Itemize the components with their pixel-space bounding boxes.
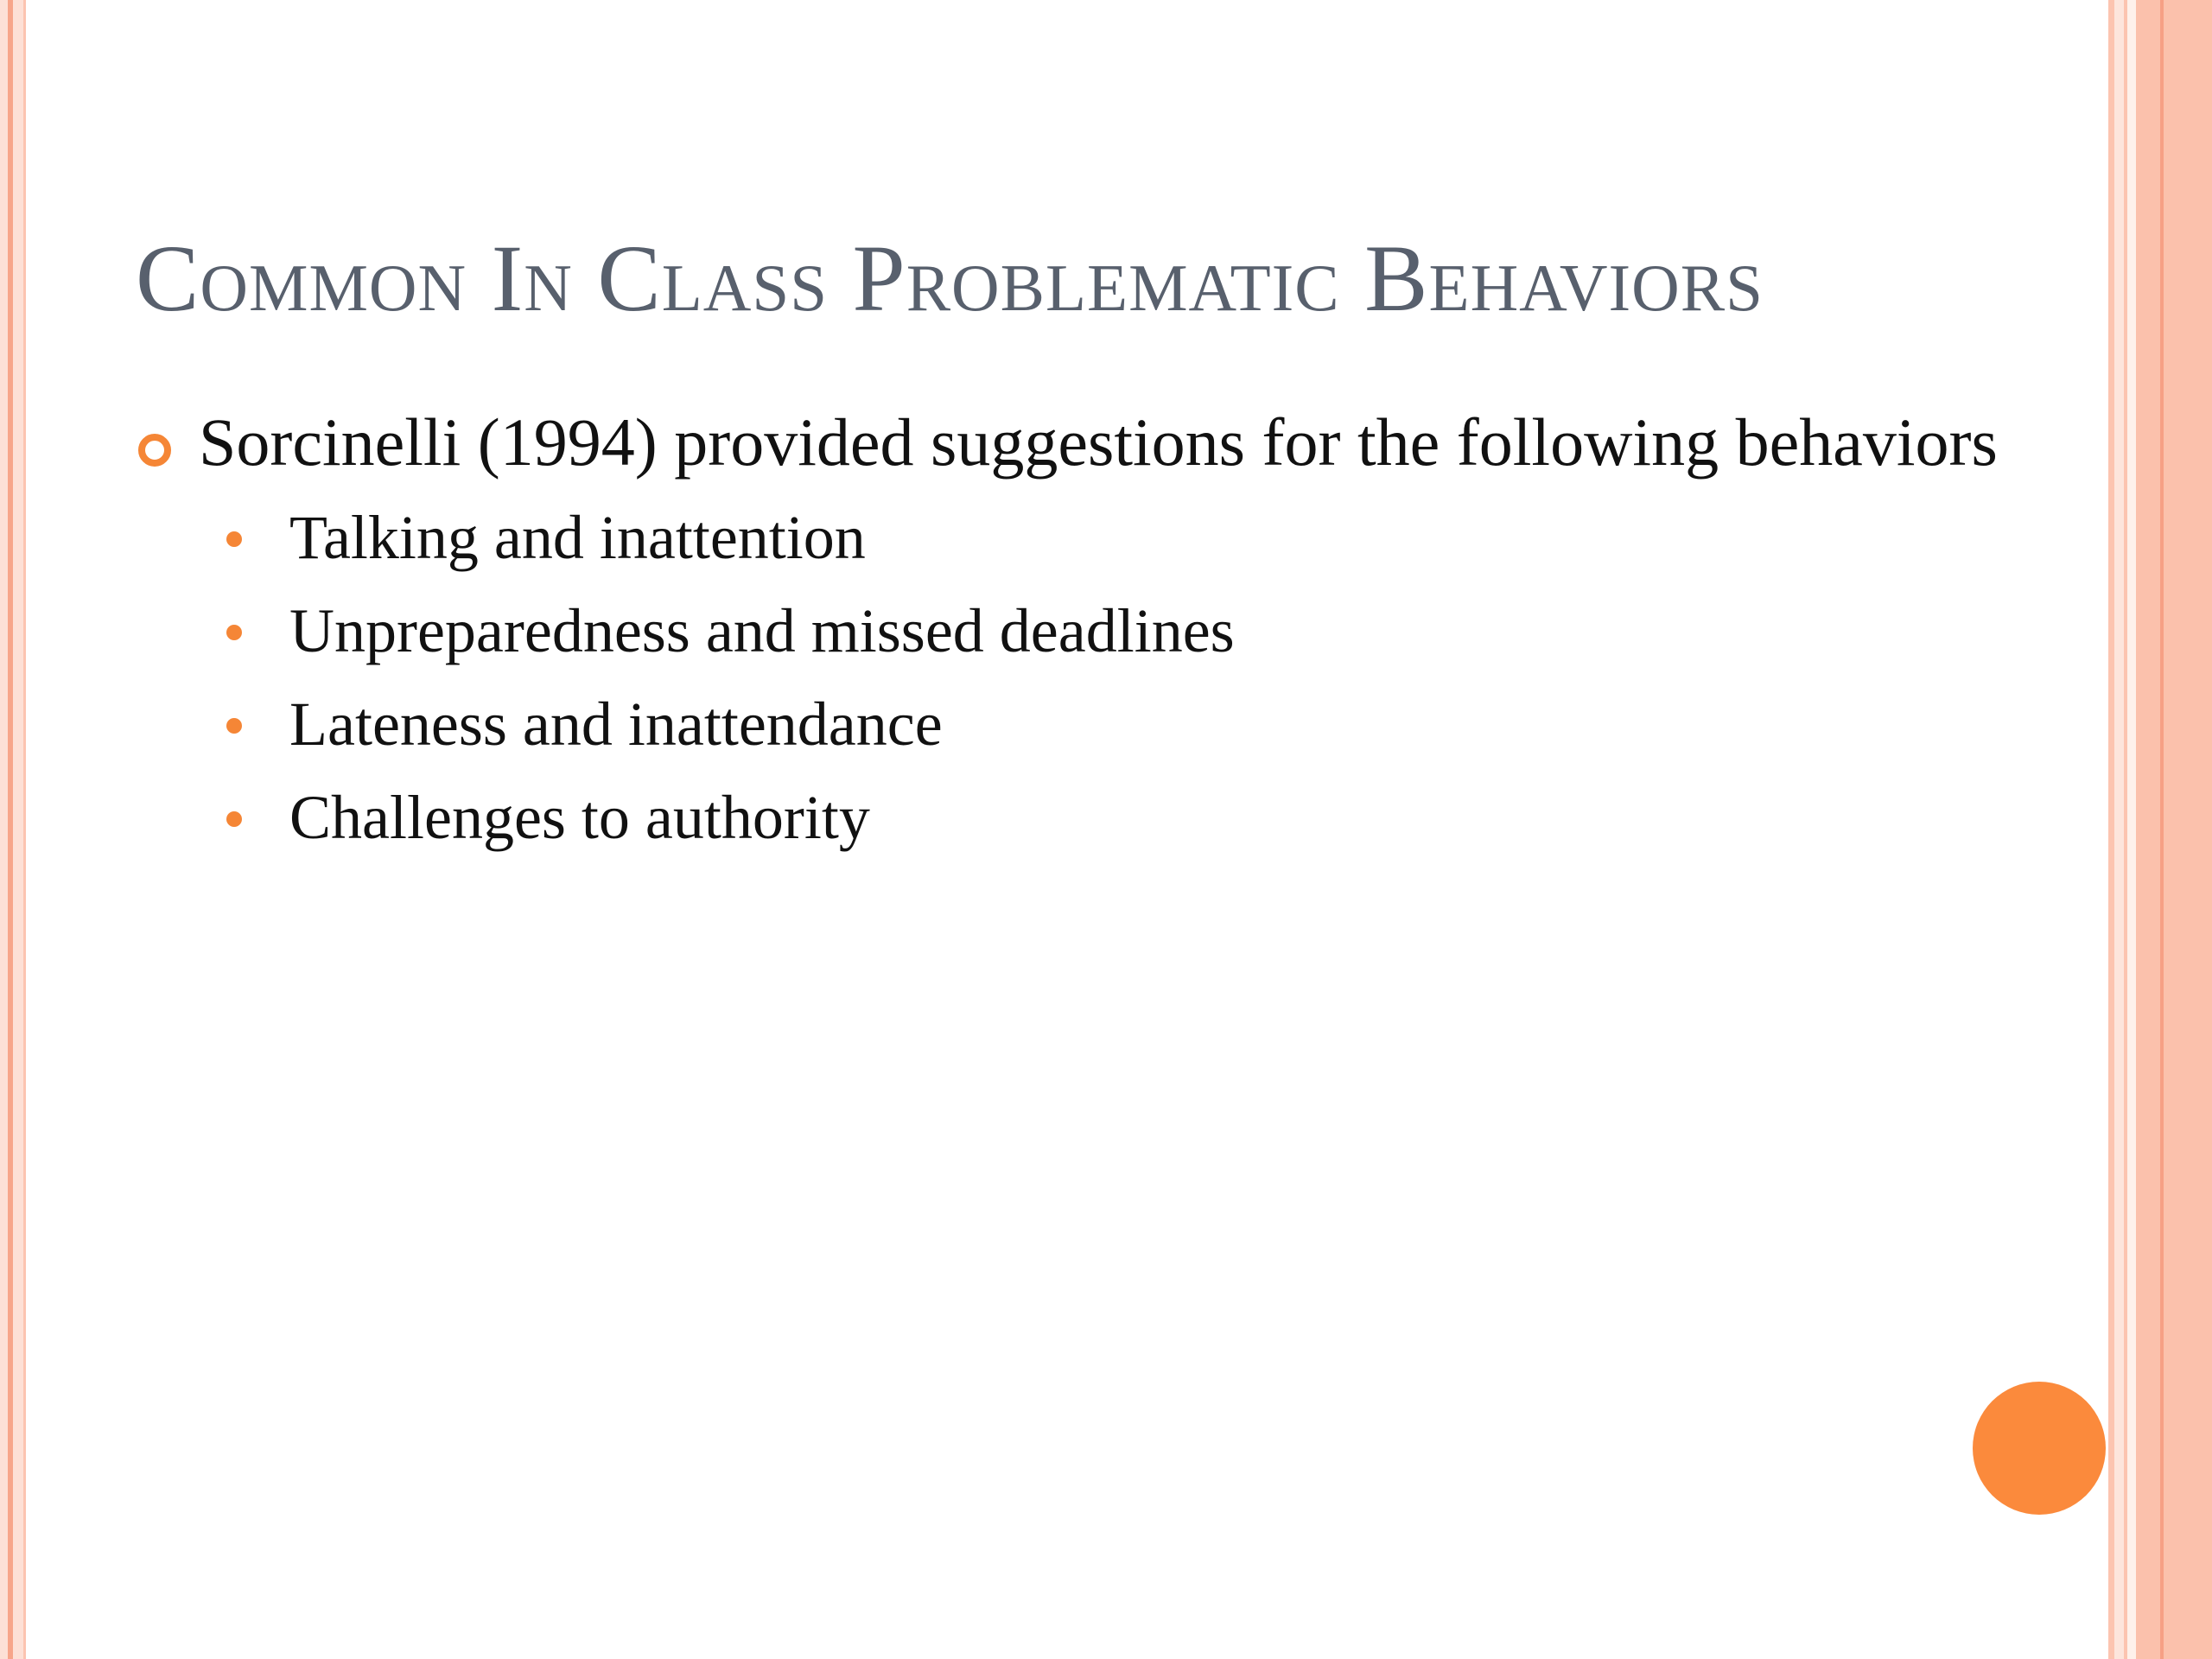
- main-bullet: [138, 397, 2039, 487]
- left-border-stripe: [23, 0, 26, 1659]
- sub-bullet-text: Lateness and inattendance: [289, 690, 943, 759]
- sub-bullet-list: [138, 491, 2039, 864]
- slide-body: [138, 397, 2039, 864]
- sub-bullet-text: Talking and inattention: [289, 503, 866, 572]
- sub-bullet-item: [289, 771, 2039, 864]
- dot-bullet-icon: [226, 625, 242, 640]
- left-border-stripe: [13, 0, 23, 1659]
- right-border-stripe: [2108, 0, 2114, 1659]
- ring-bullet-icon: [138, 434, 171, 467]
- right-border-stripe: [2114, 0, 2124, 1659]
- dot-bullet-icon: [226, 718, 242, 734]
- sub-bullet-item: [289, 584, 2039, 677]
- right-border-stripe: [2127, 0, 2136, 1659]
- sub-bullet-item: [289, 677, 2039, 771]
- decorative-circle: [1973, 1382, 2106, 1515]
- sub-bullet-item: [289, 491, 2039, 584]
- sub-bullet-text: Challenges to authority: [289, 783, 870, 852]
- left-border-stripe: [0, 0, 8, 1659]
- right-border-stripe: [2136, 0, 2160, 1659]
- sub-bullet-text: Unpreparedness and missed deadlines: [289, 596, 1235, 665]
- right-border-stripe: [2164, 0, 2212, 1659]
- slide-title: Common In Class Problematic Behaviors: [136, 226, 1764, 331]
- dot-bullet-icon: [226, 531, 242, 547]
- main-bullet-text: Sorcinelli (1994) provided suggestions for the following behaviors: [199, 404, 1998, 480]
- dot-bullet-icon: [226, 811, 242, 827]
